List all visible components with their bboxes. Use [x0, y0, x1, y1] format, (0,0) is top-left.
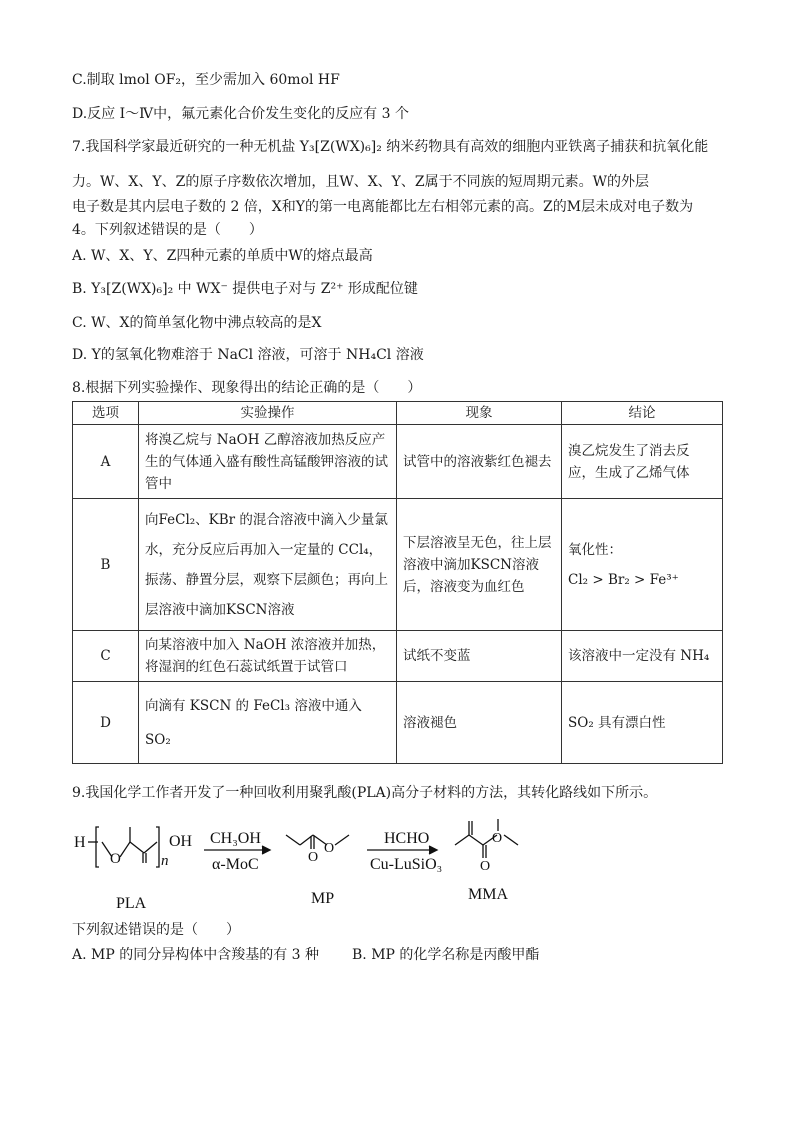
row-phenomenon: 下层溶液呈无色，往上层溶液中滴加KSCN溶液后，溶液变为血红色: [397, 499, 562, 631]
row-option: A: [73, 425, 139, 499]
row-operation-text: 向FeCl₂、KBr 的混合溶液中滴入少量氯水，充分反应后再加入一定量的 CCl₄，振荡、静置分层，观察下层颜色；再向上层溶液中滴加KSCN溶液: [145, 511, 388, 618]
table-row: [73, 682, 723, 764]
mp-label: MP: [311, 890, 335, 907]
conclusion-label: 氧化性：: [568, 541, 622, 558]
table-row: [73, 631, 723, 682]
row-phenomenon: 溶液褪色: [397, 682, 562, 764]
row-conclusion: SO₂ 具有漂白性: [562, 682, 723, 764]
row-option: B: [73, 499, 139, 631]
mma-ester-o: O: [492, 831, 503, 846]
row-conclusion: [562, 499, 723, 631]
row-operation: 向滴有 KSCN 的 FeCl₃ 溶液中通入 SO₂: [139, 682, 397, 764]
q7-option-b: B. Y₃[Z(WX)₆]₂ 中 WX⁻ 提供电子对与 Z²⁺ 形成配位键: [72, 281, 418, 297]
experiment-table: [72, 401, 723, 764]
header-operation: 实验操作: [139, 402, 397, 425]
row-conclusion: 溴乙烷发生了消去反应，生成了乙烯气体: [562, 425, 723, 499]
q7-stem-line3: 电子数是其内层电子数的 2 倍，X和Y的第一电离能都比左右相邻元素的高。Z的M层未成对电子数为: [72, 199, 694, 215]
q6-option-d: D.反应 Ⅰ～Ⅳ中，氟元素化合价发生变化的反应有 3 个: [72, 106, 409, 122]
mp-carbonyl-o: O: [308, 850, 319, 865]
table-header-row: [73, 402, 723, 425]
q8-stem: 8.根据下列实验操作、现象得出的结论正确的是（ ）: [72, 380, 422, 396]
pla-label: PLA: [116, 895, 147, 912]
mma-label: MMA: [468, 886, 509, 903]
table-row: [73, 425, 723, 499]
q9-option-b: B. MP 的化学名称是丙酸甲酯: [352, 947, 540, 963]
reagent2-top: HCHO: [384, 830, 430, 847]
reagent1-top: CH₃OH: [210, 830, 261, 847]
q7-option-c: C. W、X的简单氢化物中沸点较高的是X: [72, 315, 322, 331]
row-option: C: [73, 631, 139, 682]
row-option: D: [73, 682, 139, 764]
row-operation: 将溴乙烷与 NaOH 乙醇溶液加热反应产生的气体通入盛有酸性高锰酸钾溶液的试管中: [139, 425, 397, 499]
header-option: 选项: [73, 402, 139, 425]
pla-oh-label: OH: [169, 833, 193, 850]
q6-option-c: C.制取 lmol OF₂，至少需加入 60mol HF: [72, 72, 340, 88]
row-phenomenon: 试纸不变蓝: [397, 631, 562, 682]
reagent1-bottom: α-MoC: [212, 856, 259, 873]
header-phenomenon: 现象: [397, 402, 562, 425]
q7-stem-line1: 7.我国科学家最近研究的一种无机盐 Y₃[Z(WX)₆]₂ 纳米药物具有高效的细胞内亚铁离子捕获和抗氧化能: [72, 139, 709, 155]
mp-ester-o: O: [324, 841, 335, 856]
row-conclusion: 该溶液中一定没有 NH₄: [562, 631, 723, 682]
q9-stem: 9.我国化学工作者开发了一种回收利用聚乳酸(PLA)高分子材料的方法，其转化路线如下所示。: [72, 785, 658, 801]
table-row: [73, 499, 723, 631]
mma-carbonyl-o: O: [480, 859, 491, 874]
pla-h-label: H: [74, 834, 86, 851]
pla-conversion-scheme: [72, 815, 572, 915]
row-phenomenon: 试管中的溶液紫红色褪去: [397, 425, 562, 499]
conclusion-formula: Cl₂ > Br₂ > Fe³⁺: [568, 571, 679, 588]
q9-option-a: A. MP 的同分异构体中含羧基的有 3 种: [72, 947, 320, 963]
q7-stem-line4: 4。下列叙述错误的是（ ）: [72, 222, 263, 238]
q7-option-d: D. Y的氢氧化物难溶于 NaCl 溶液，可溶于 NH₄Cl 溶液: [72, 347, 424, 363]
pla-o-label: O: [110, 851, 121, 867]
q9-question: 下列叙述错误的是（ ）: [72, 922, 240, 938]
row-operation: 向某溶液中加入 NaOH 浓溶液并加热，将湿润的红色石蕊试纸置于试管口: [139, 631, 397, 682]
q7-option-a: A. W、X、Y、Z四种元素的单质中W的熔点最高: [72, 248, 373, 264]
reagent2-bottom: Cu-LuSiO₃: [370, 856, 443, 873]
header-conclusion: 结论: [562, 402, 723, 425]
row-operation: [139, 499, 397, 631]
q7-stem-line2: 力。W、X、Y、Z的原子序数依次增加，且W、X、Y、Z属于不同族的短周期元素。W的外层: [72, 174, 650, 190]
pla-n-label: n: [161, 853, 169, 869]
